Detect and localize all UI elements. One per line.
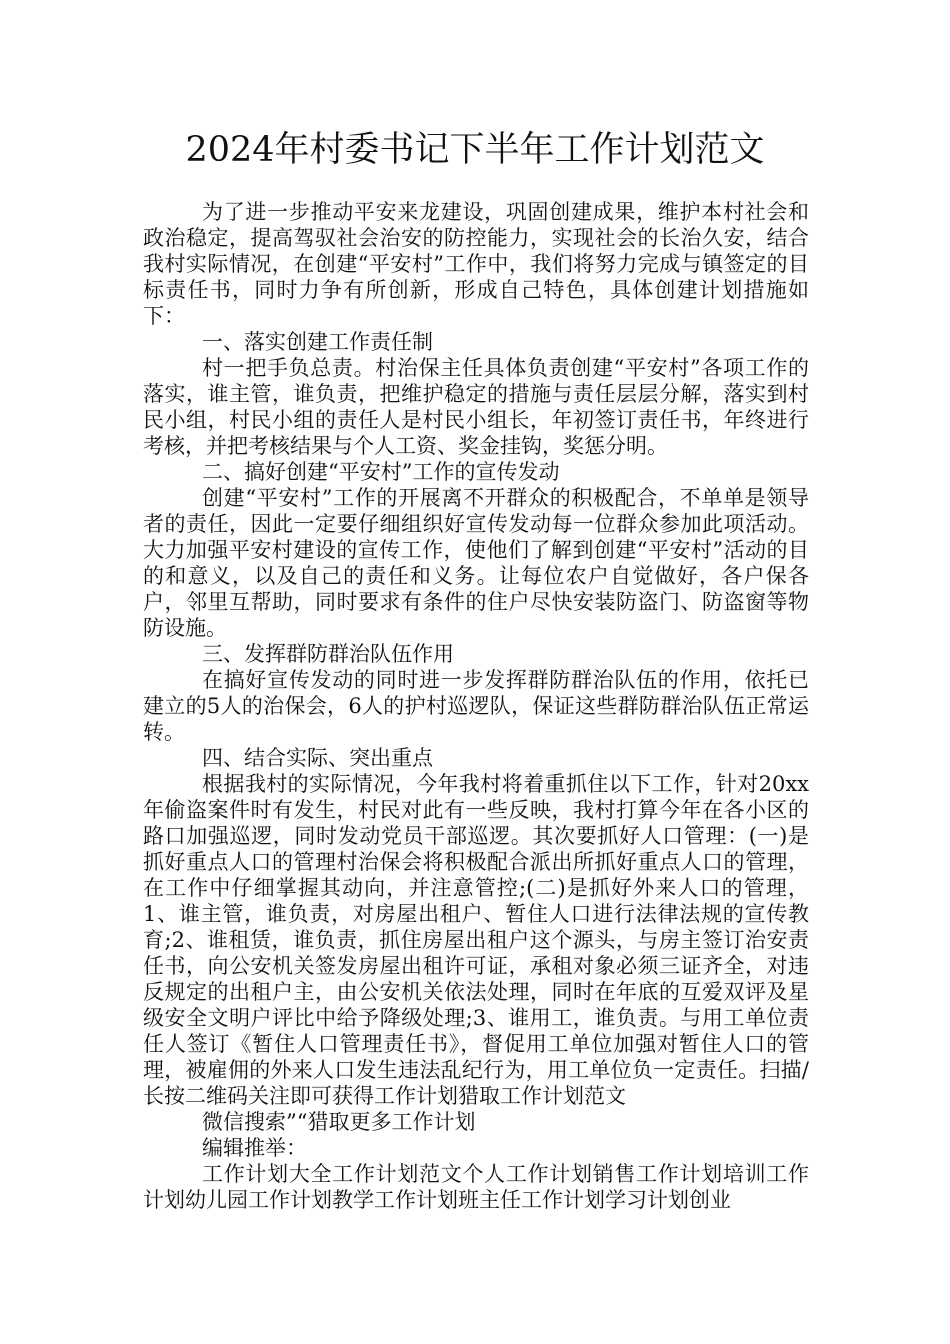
document-body [143, 199, 809, 1213]
section-3-heading: 三、发挥群防群治队伍作用 [202, 642, 454, 666]
section-4-heading: 四、结合实际、突出重点 [202, 746, 433, 770]
recommend-paragraph: 工作计划大全工作计划范文个人工作计划销售工作计划培训工作计划幼儿园工作计划教学工作计划班主任工作计划学习计划创业 [143, 1162, 809, 1212]
section-2-paragraph: 创建“平安村”工作的开展离不开群众的积极配合，不单单是领导者的责任，因此一定要仔细组织好宣传发动每一位群众参加此项活动。大力加强平安村建设的宣传工作，使他们了解到创建“平安村”活动的目的和意义，以及自己的责任和义务。让每位农户自觉做好，各户保各户，邻里互帮助，同时要求有条件的住户尽快安装防盗门、防盗窗等物防设施。 [143, 486, 809, 640]
section-1-paragraph: 村一把手负总责。村治保主任具体负责创建“平安村”各项工作的落实，谁主管，谁负责，把维护稳定的措施与责任层层分解，落实到村民小组，村民小组的责任人是村民小组长，年初签订责任书，年终进行考核，并把考核结果与个人工资、奖金挂钩，奖惩分明。 [143, 356, 809, 458]
section-4-paragraph: 根据我村的实际情况，今年我村将着重抓住以下工作，针对20xx年偷盗案件时有发生，村民对此有一些反映，我村打算今年在各小区的路口加强巡逻，同时发动党员干部巡逻。其次要抓好人口管理：(一)是抓好重点人口的管理村治保会将积极配合派出所抓好重点人口的管理，在工作中仔细掌握其动向，并注意管控;(二)是抓好外来人口的管理，1、谁主管，谁负责，对房屋出租户、暂住人口进行法律法规的宣传教育;2、谁租赁，谁负责，抓住房屋出租户这个源头，与房主签订治安责任书，向公安机关签发房屋出租许可证，承租对象必须三证齐全，对违反规定的出租户主，由公安机关依法处理，同时在年底的互爱双评及星级安全文明户评比中给予降级处理;3、谁用工，谁负责。与用工单位责任人签订《暂住人口管理责任书》，督促用工单位加强对暂住人口的管理，被雇佣的外来人口发生违法乱纪行为，用工单位负一定责任。扫描/长按二维码关注即可获得工作计划猎取工作计划范文 [143, 772, 809, 1108]
document-title: 2024年村委书记下半年工作计划范文 [185, 130, 765, 170]
section-1-heading: 一、落实创建工作责任制 [202, 330, 433, 354]
section-3-paragraph: 在搞好宣传发动的同时进一步发挥群防群治队伍的作用，依托已建立的5人的治保会，6人的护村巡逻队，保证这些群防群治队伍正常运转。 [143, 668, 809, 744]
wechat-search-line: 微信搜索”“猎取更多工作计划 [202, 1110, 476, 1134]
intro-paragraph: 为了进一步推动平安来龙建设，巩固创建成果，维护本村社会和政治稳定，提高驾驭社会治安的防控能力，实现社会的长治久安，结合我村实际情况，在创建“平安村”工作中，我们将努力完成与镇签定的目标责任书，同时力争有所创新，形成自己特色，具体创建计划措施如下： [143, 200, 809, 328]
edit-recommend-label: 编辑推举： [202, 1136, 307, 1160]
section-2-heading: 二、搞好创建“平安村”工作的宣传发动 [202, 460, 560, 484]
